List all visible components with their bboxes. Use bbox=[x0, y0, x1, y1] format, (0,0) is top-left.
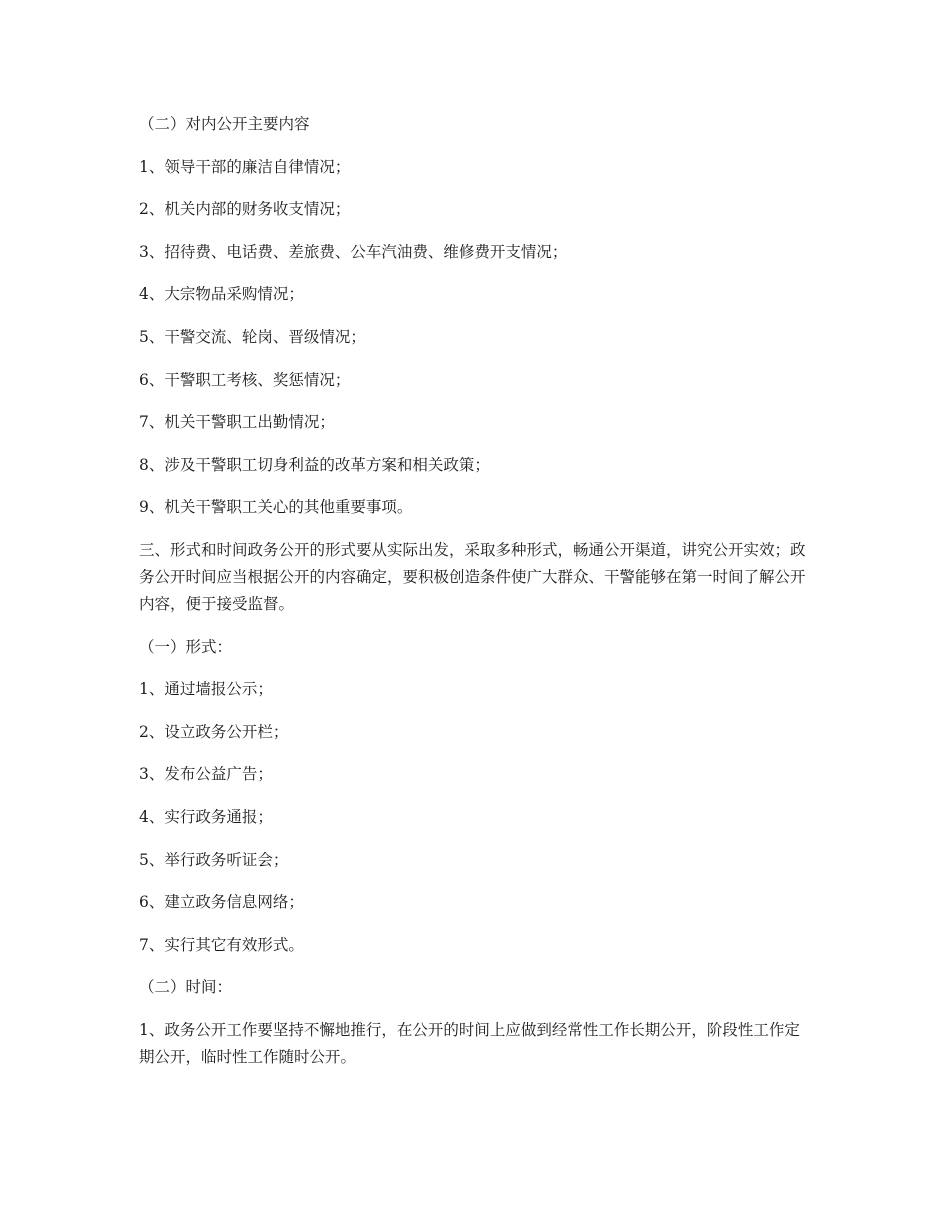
heading-internal-disclosure: （二）对内公开主要内容 bbox=[139, 115, 310, 133]
heading-time: （二）时间： bbox=[139, 978, 233, 997]
list-item: 1、通过墙报公示； bbox=[139, 680, 273, 699]
list-item: 4、大宗物品采购情况； bbox=[139, 285, 304, 304]
list-item: 2、机关内部的财务收支情况； bbox=[139, 200, 351, 219]
list-item: 6、干警职工考核、奖惩情况； bbox=[139, 370, 351, 389]
list-item: 3、招待费、电话费、差旅费、公车汽油费、维修费开支情况； bbox=[139, 242, 568, 261]
list-item: 7、机关干警职工出勤情况； bbox=[139, 413, 335, 432]
document-body bbox=[139, 111, 811, 1086]
list-item: 1、政务公开工作要坚持不懈地推行，在公开的时间上应做到经常性工作长期公开，阶段性工作定期公开，临时性工作随时公开。 bbox=[139, 1020, 800, 1066]
list-item: 8、涉及干警职工切身利益的改革方案和相关政策； bbox=[139, 455, 490, 474]
list-item: 1、领导干部的廉洁自律情况； bbox=[139, 157, 351, 176]
section-three-paragraph: 三、形式和时间政务公开的形式要从实际出发，采取多种形式，畅通公开渠道，讲究公开实效；政务公开时间应当根据公开的内容确定，要积极创造条件使广大群众、干警能够在第一时间了解公开内容，便于接受监督。 bbox=[139, 540, 806, 613]
list-item: 5、干警交流、轮岗、晋级情况； bbox=[139, 327, 366, 346]
list-item: 7、实行其它有效形式。 bbox=[139, 935, 304, 954]
list-item: 6、建立政务信息网络； bbox=[139, 893, 304, 912]
list-item: 5、举行政务听证会； bbox=[139, 850, 289, 869]
list-item: 2、设立政务公开栏； bbox=[139, 722, 289, 741]
list-item: 3、发布公益广告； bbox=[139, 765, 273, 784]
list-item: 9、机关干警职工关心的其他重要事项。 bbox=[139, 498, 413, 517]
list-item: 4、实行政务通报； bbox=[139, 807, 273, 826]
heading-form: （一）形式： bbox=[139, 637, 233, 656]
